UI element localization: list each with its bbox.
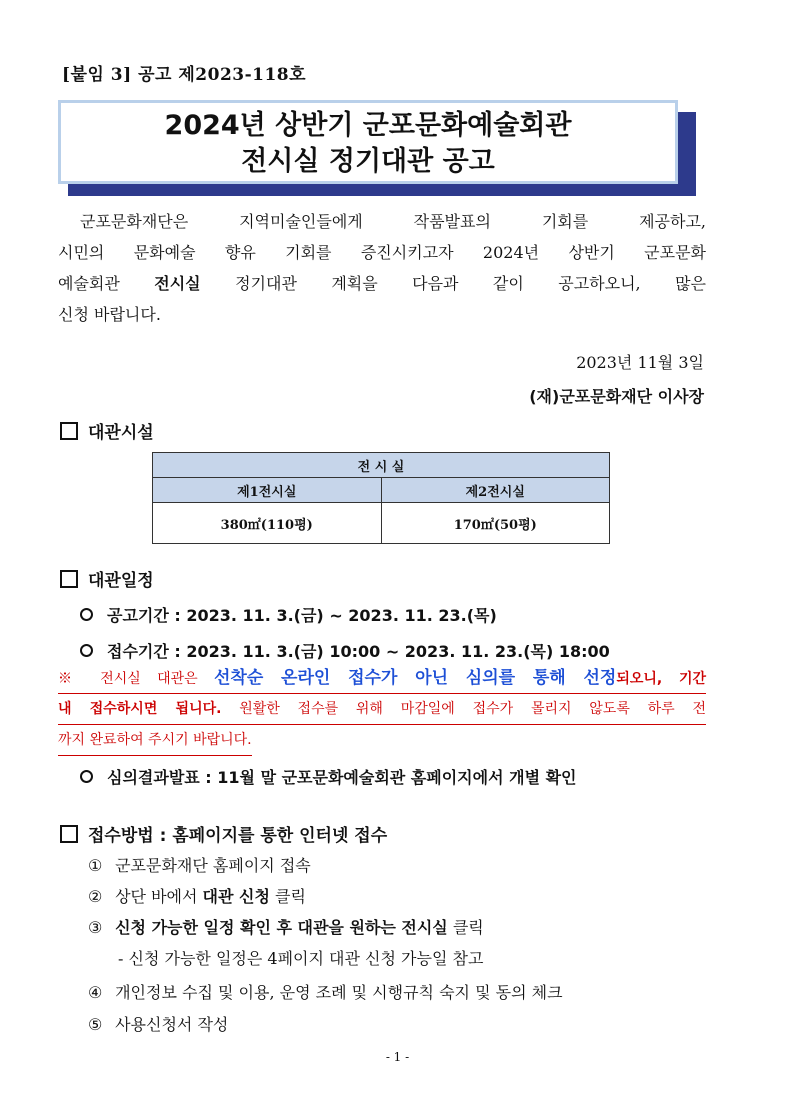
intro-line-3 — [58, 268, 706, 299]
step-5-num: ⑤ — [88, 1015, 103, 1034]
schedule-announce-text: 공고기간 : 2023. 11. 3.(금) ~ 2023. 11. 23.(목) — [107, 606, 497, 625]
section-facility — [60, 418, 154, 443]
table-header: 전 시 실 — [153, 453, 610, 478]
section-method — [60, 821, 387, 846]
step-2-post: 클릭 — [269, 887, 306, 906]
step-1-text: 군포문화재단 홈페이지 접속 — [115, 856, 311, 875]
step-1 — [88, 853, 311, 876]
notice-line-1 — [58, 663, 706, 694]
intro-line-1: 군포문화재단은 지역미술인들에게 작품발표의 기회를 제공하고, — [80, 212, 706, 231]
circle-bullet-icon — [80, 644, 93, 657]
intro-line-3-bold: 전시실 — [154, 274, 201, 293]
schedule-receipt-text: 접수기간 : 2023. 11. 3.(금) 10:00 ~ 2023. 11. 23.(목) 18:00 — [107, 642, 610, 661]
notice-block — [58, 663, 706, 756]
notice-rest-2: 원활한 접수를 위해 마감일에 접수가 몰리지 않도록 하루 전 — [221, 701, 706, 717]
step-3-sub-note: - 신청 가능한 일정은 4페이지 대관 신청 가능일 참고 — [118, 949, 484, 968]
notice-prefix: ※ 전시실 대관은 — [58, 671, 214, 687]
notice-bold-2: 내 접수하시면 됩니다. — [58, 701, 222, 717]
notice-date: 2023년 11월 3일 — [576, 353, 704, 372]
section-method-label: 접수방법 : 홈페이지를 통한 인터넷 접수 — [88, 826, 388, 846]
intro-line-3-pre: 예술회관 — [58, 274, 155, 293]
table-col-2: 제2전시실 — [381, 478, 610, 503]
intro-line-2: 시민의 문화예술 향유 기회를 증진시키고자 2024년 상반기 군포문화 — [58, 243, 706, 262]
facility-table — [152, 452, 610, 544]
table-value-2: 170㎡(50평) — [381, 503, 610, 544]
title-line-1: 2024년 상반기 군포문화예술회관 — [164, 110, 572, 141]
step-2-pre: 상단 바에서 — [115, 887, 203, 906]
step-3 — [88, 915, 484, 938]
signature: (재)군포문화재단 이사장 — [529, 387, 704, 406]
step-3-num: ③ — [88, 918, 103, 937]
notice-bold-1: 되오니, 기간 — [616, 671, 707, 687]
step-4-num: ④ — [88, 983, 103, 1002]
step-4 — [88, 980, 563, 1003]
intro-line-3-post: 정기대관 계획을 다음과 같이 공고하오니, 많은 — [200, 274, 706, 293]
table-value-1: 380㎡(110평) — [153, 503, 382, 544]
notice-line-3: 까지 완료하여 주시기 바랍니다. — [58, 725, 252, 756]
square-bullet-icon — [60, 570, 78, 588]
square-bullet-icon — [60, 825, 78, 843]
step-3-post: 클릭 — [447, 918, 484, 937]
step-2 — [88, 884, 306, 907]
schedule-result-text: 심의결과발표 : 11월 말 군포문화예술회관 홈페이지에서 개별 확인 — [107, 768, 577, 787]
section-schedule — [60, 566, 154, 591]
schedule-announce — [80, 603, 497, 626]
title-box — [58, 100, 678, 184]
step-5-text: 사용신청서 작성 — [115, 1015, 229, 1034]
notice-highlight: 선착순 온라인 접수가 아닌 심의를 통해 선정 — [213, 668, 617, 688]
section-facility-label: 대관시설 — [88, 423, 154, 443]
intro-line-4: 신청 바랍니다. — [58, 305, 161, 324]
circle-bullet-icon — [80, 770, 93, 783]
schedule-receipt — [80, 639, 610, 662]
section-schedule-label: 대관일정 — [88, 571, 154, 591]
notice-line-2 — [58, 694, 706, 725]
step-4-text: 개인정보 수집 및 이용, 운영 조례 및 시행규칙 숙지 및 동의 체크 — [115, 983, 563, 1002]
square-bullet-icon — [60, 422, 78, 440]
page-number: - 1 - — [385, 1050, 410, 1064]
step-5 — [88, 1012, 228, 1035]
table-col-1: 제1전시실 — [153, 478, 382, 503]
schedule-result — [80, 765, 577, 788]
step-2-bold: 대관 신청 — [202, 887, 270, 906]
step-1-num: ① — [88, 856, 103, 875]
attachment-number: [붙임 3] 공고 제2023-118호 — [62, 65, 307, 85]
intro-paragraph — [58, 206, 706, 330]
step-3-bold: 신청 가능한 일정 확인 후 대관을 원하는 전시실 — [115, 918, 448, 937]
title-line-2: 전시실 정기대관 공고 — [241, 146, 495, 177]
step-2-num: ② — [88, 887, 103, 906]
circle-bullet-icon — [80, 608, 93, 621]
